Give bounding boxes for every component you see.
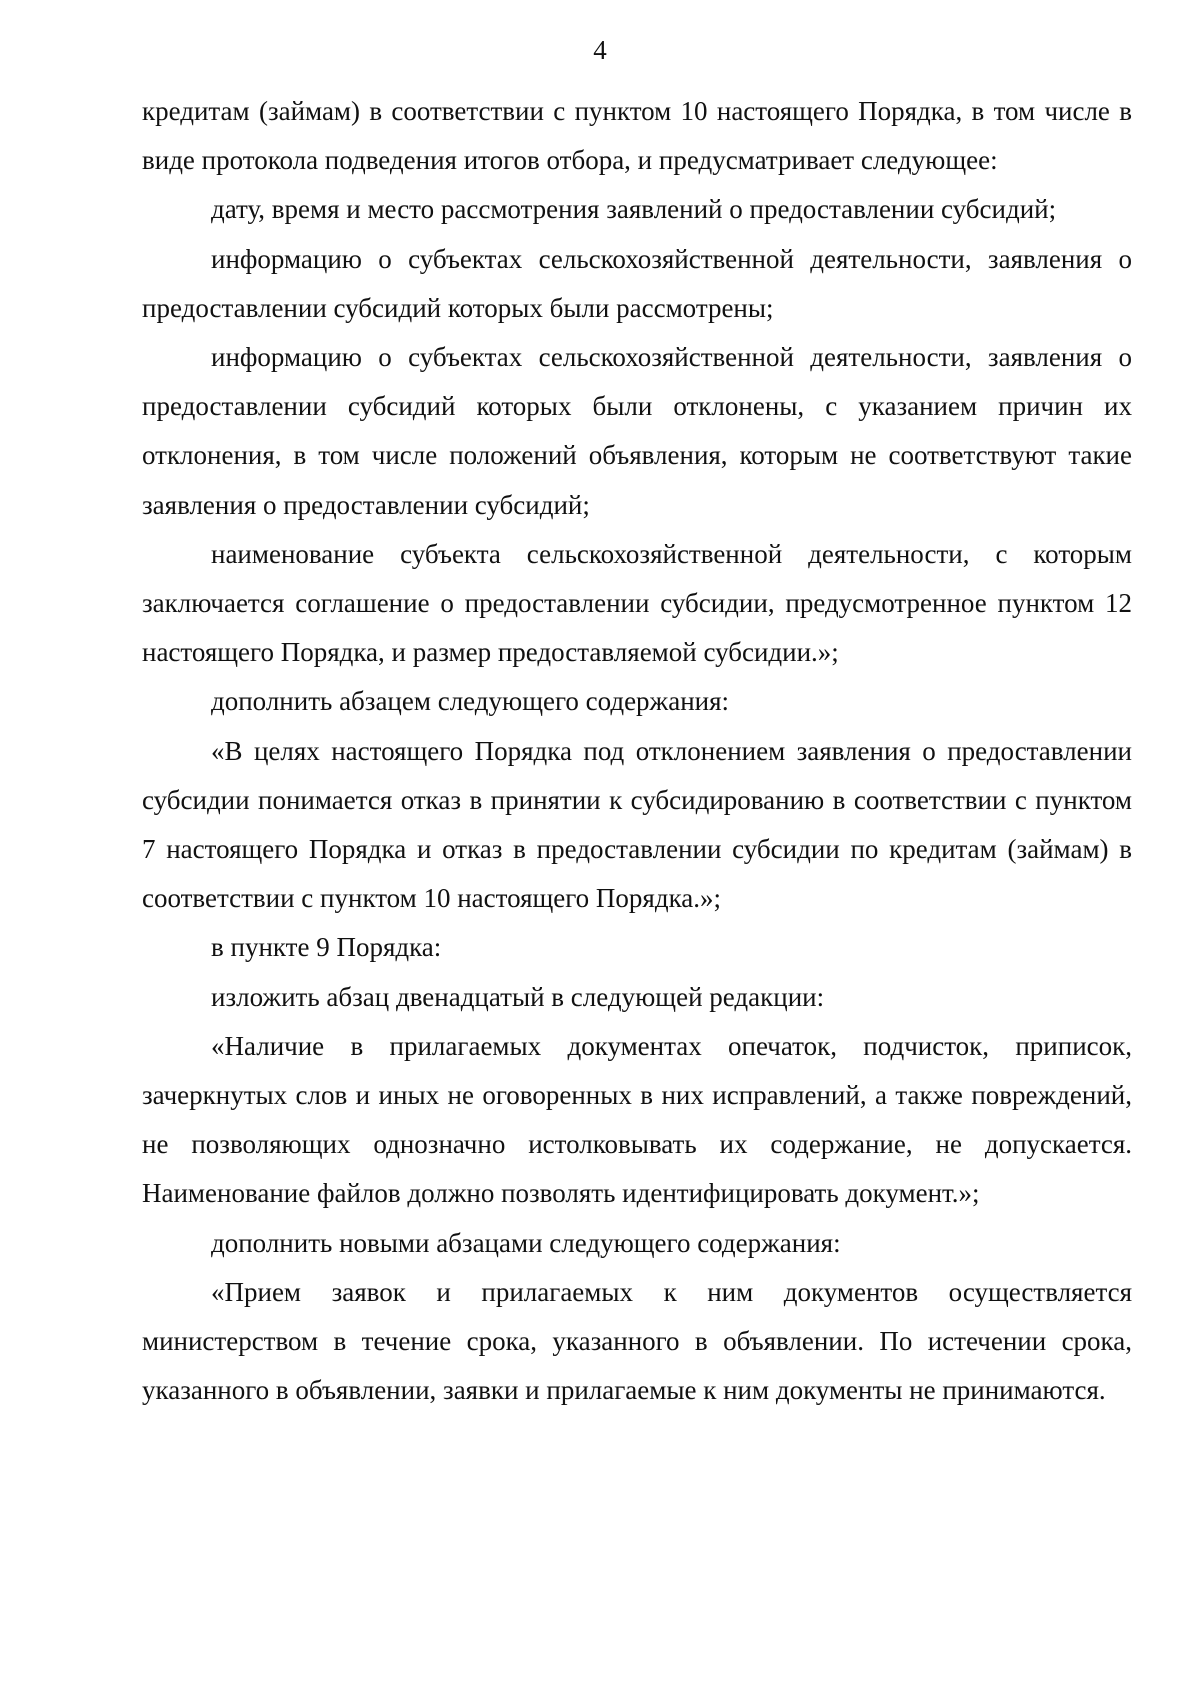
- paragraph: дополнить новыми абзацами следующего содержания:: [211, 1227, 841, 1258]
- paragraph: информацию о субъектах сельскохозяйственной деятельности, заявления о предоставлении субсидий которых были рассмотрены;: [142, 243, 1132, 323]
- page-number: 4: [593, 35, 607, 65]
- document-body: [142, 87, 1132, 1415]
- paragraph: в пункте 9 Порядка:: [211, 932, 442, 963]
- paragraph: «В целях настоящего Порядка под отклонением заявления о предоставлении субсидии понимается отказ в принятии к субсидированию в соответствии с пунктом 7 настоящего Порядка и отказ в предоставлении субсидии по кредитам (займам) в соответствии с пунктом 10 настоящего Порядка.»;: [142, 735, 1132, 914]
- paragraph: изложить абзац двенадцатый в следующей редакции:: [211, 981, 825, 1012]
- paragraph: «Наличие в прилагаемых документах опечаток, подчисток, приписок, зачеркнутых слов и иных не оговоренных в них исправлений, а также повреждений, не позволяющих однозначно истолковывать их содержание, не допускается. Наименование файлов должно позволять идентифицировать документ.»;: [142, 1030, 1132, 1209]
- paragraph: дату, время и место рассмотрения заявлений о предоставлении субсидий;: [211, 194, 1057, 225]
- paragraph: «Прием заявок и прилагаемых к ним документов осуществляется министерством в течение срока, указанного в объявлении. По истечении срока, указанного в объявлении, заявки и прилагаемые к ним документы не принимаются.: [142, 1276, 1132, 1406]
- paragraph: наименование субъекта сельскохозяйственной деятельности, с которым заключается соглашение о предоставлении субсидии, предусмотренное пунктом 12 настоящего Порядка, и размер предоставляемой субсидии.»;: [142, 538, 1132, 668]
- paragraph: кредитам (займам) в соответствии с пунктом 10 настоящего Порядка, в том числе в виде протокола подведения итогов отбора, и предусматривает следующее:: [142, 96, 1132, 176]
- paragraph: информацию о субъектах сельскохозяйственной деятельности, заявления о предоставлении субсидий которых были отклонены, с указанием причин их отклонения, в том числе положений объявления, которым не соответствуют такие заявления о предоставлении субсидий;: [142, 342, 1132, 520]
- paragraph: дополнить абзацем следующего содержания:: [211, 686, 730, 717]
